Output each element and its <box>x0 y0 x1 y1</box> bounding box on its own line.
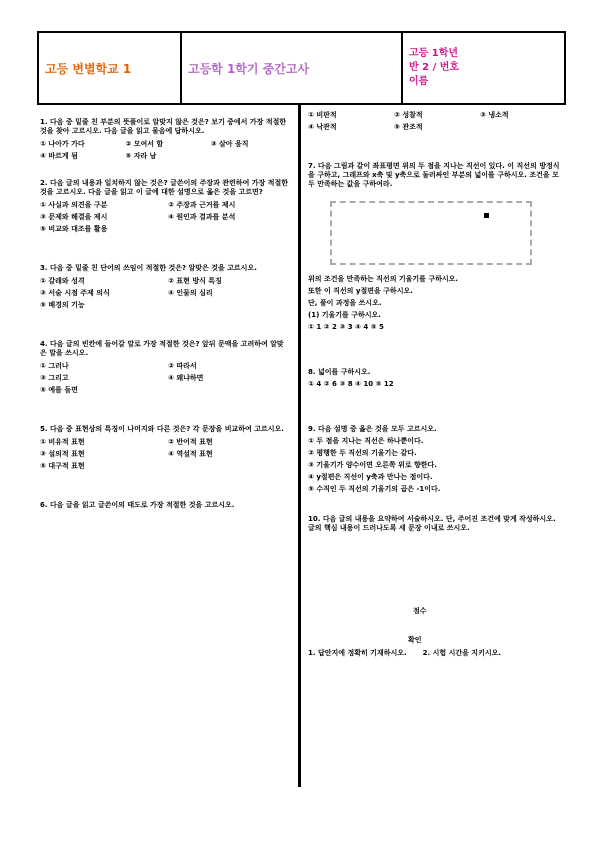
question-text: 3. 다음 중 밑줄 친 단어의 쓰임이 적절한 것은? 알맞은 것을 고르시오. <box>40 264 257 272</box>
text-line: 위의 조건을 만족하는 직선의 기울기를 구하시오. <box>308 275 459 283</box>
option: ② 반어적 표현 <box>168 438 213 446</box>
option: ④ 원인과 결과를 분석 <box>168 213 236 221</box>
footer-notes <box>308 649 560 658</box>
option: ⑤ 배경의 기능 <box>40 301 85 309</box>
option: ⑤ 자라 남 <box>125 152 157 160</box>
option: ② 성찰적 <box>394 111 423 119</box>
grade-line: 고등 1학년 <box>409 48 459 59</box>
option: ② 평행한 두 직선의 기울기는 같다. <box>308 449 417 457</box>
name-line: 이름 <box>409 76 429 87</box>
option: ⑤ 수직인 두 직선의 기울기의 곱은 -1이다. <box>308 485 441 493</box>
question-text: 4. 다음 글의 빈칸에 들어갈 말로 가장 적절한 것은? 앞뒤 문맥을 고려하여 알맞은 말을 쓰시오. <box>40 340 284 357</box>
options-line: ① 1 ② 2 ③ 3 ④ 4 ⑤ 5 <box>308 323 384 331</box>
option: ④ 바르게 됨 <box>40 152 78 160</box>
option: ③ 살아 움직 <box>210 140 249 148</box>
option: ① 비판적 <box>308 111 337 119</box>
exam-header <box>37 31 566 105</box>
option: ③ 그리고 <box>40 374 69 382</box>
option: ⑤ 대구적 표현 <box>40 462 85 470</box>
option: ② 표현 방식 특징 <box>168 277 222 285</box>
option: ② 모여서 함 <box>125 140 164 148</box>
option: ④ 역설적 표현 <box>168 450 213 458</box>
footer-note: 1. 답안지에 정확히 기재하시오. <box>308 649 407 657</box>
figure-point <box>484 213 489 218</box>
option: ④ 인물의 심리 <box>168 289 213 297</box>
question-3 <box>40 264 290 310</box>
option: ③ 냉소적 <box>480 111 509 119</box>
option: ② 주장과 근거를 제시 <box>168 201 236 209</box>
question-5 <box>40 425 290 471</box>
option: ③ 기울기가 양수이면 오른쪽 위로 향한다. <box>308 461 437 469</box>
question-2 <box>40 179 290 234</box>
footer-note: 2. 시험 시간을 지키시오. <box>422 649 502 657</box>
figure-box <box>330 201 532 265</box>
class-line: 반 2 / 번호 <box>409 62 460 73</box>
question-8: 8. 넓이를 구하시오. <box>308 368 371 376</box>
school-name: 고등 변별학교 1 <box>39 33 182 103</box>
exam-title: 고등학 1학기 중간고사 <box>182 33 403 103</box>
left-column <box>40 118 290 514</box>
options <box>40 201 290 234</box>
option: ③ 문제와 해결을 제시 <box>40 213 108 221</box>
option: ④ 낙관적 <box>308 123 337 131</box>
score-label: 점수 <box>413 607 427 615</box>
option: ④ 왜냐하면 <box>168 374 204 382</box>
right-column <box>308 108 560 658</box>
option: ① 갈래와 성격 <box>40 277 85 285</box>
option: ③ 설의적 표현 <box>40 450 85 458</box>
option: ⑤ 예를 들면 <box>40 386 78 394</box>
question-6 <box>40 501 290 510</box>
option: ① 그러나 <box>40 362 69 370</box>
option: ③ 서술 시점 주제 의식 <box>40 289 110 297</box>
question-1 <box>40 118 290 161</box>
carried-options <box>308 111 560 132</box>
option: ⑤ 관조적 <box>394 123 423 131</box>
column-divider <box>298 105 301 787</box>
options <box>40 140 290 161</box>
text-line: (1) 기울기를 구하시오. <box>308 311 381 319</box>
option: ⑤ 비교와 대조를 활용 <box>40 225 108 233</box>
text-line: 단, 풀이 과정을 쓰시오. <box>308 299 382 307</box>
question-text: 1. 다음 중 밑줄 친 부분의 뜻풀이로 알맞지 않은 것은? 보기 중에서 가장 적절한 것을 찾아 고르시오. 다음 글을 읽고 물음에 답하시오. <box>40 118 287 135</box>
text-line: 또한 이 직선의 y절편을 구하시오. <box>308 287 413 295</box>
options-line: ① 4 ② 6 ③ 8 ④ 10 ⑤ 12 <box>308 380 394 388</box>
option: ① 두 점을 지나는 직선은 하나뿐이다. <box>308 437 424 445</box>
options <box>40 438 290 471</box>
option: ② 따라서 <box>168 362 197 370</box>
question-text: 5. 다음 중 표현상의 특징이 나머지와 다른 것은? 각 문장을 비교하여 고르시오. <box>40 425 284 433</box>
option: ① 비유적 표현 <box>40 438 85 446</box>
options <box>40 362 290 395</box>
question-text: 6. 다음 글을 읽고 글쓴이의 태도로 가장 적절한 것을 고르시오. <box>40 501 235 509</box>
option: ① 사실과 의견을 구분 <box>40 201 108 209</box>
question-4 <box>40 340 290 395</box>
question-10: 10. 다음 글의 내용을 요약하여 서술하시오. 단, 주어진 조건에 맞게 작성하시오. 글의 핵심 내용이 드러나도록 세 문장 이내로 쓰시오. <box>308 515 556 532</box>
question-text: 2. 다음 글의 내용과 일치하지 않는 것은? 글쓴이의 주장과 관련하여 가장 적절한 것을 고르시오. 다음 글을 읽고 이 글에 대한 설명으로 옳은 것을 고르면? <box>40 179 289 196</box>
student-info <box>403 33 564 103</box>
question-9: 9. 다음 설명 중 옳은 것을 모두 고르시오. <box>308 425 437 433</box>
option: ① 나아가 가다 <box>40 140 85 148</box>
option: ④ y절편은 직선이 y축과 만나는 점이다. <box>308 473 433 481</box>
check-label: 확인 <box>408 636 422 644</box>
question-7: 7. 다음 그림과 같이 좌표평면 위의 두 점을 지나는 직선이 있다. 이 직선의 방정식을 구하고, 그래프와 x축 및 y축으로 둘러싸인 부분의 넓이를 구하시오. 조건을 모두 만족하는 값을 구하여라. <box>308 162 560 188</box>
options <box>40 277 290 310</box>
